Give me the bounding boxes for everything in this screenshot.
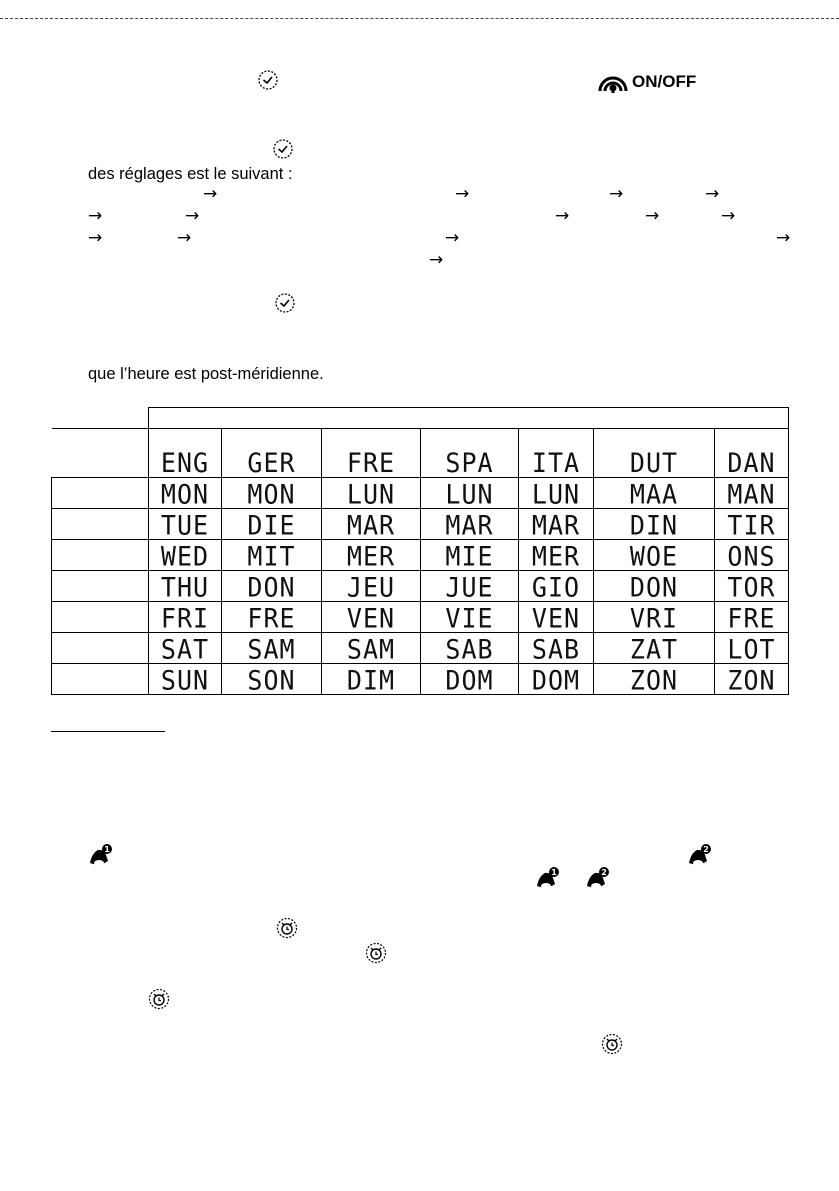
table-corner bbox=[52, 407, 149, 429]
day-cell: TUE bbox=[149, 508, 222, 541]
settings-order-text: des réglages est le suivant : bbox=[88, 165, 293, 183]
day-cell: MER bbox=[519, 539, 594, 572]
row-label-cell bbox=[52, 663, 149, 696]
pm-hour-text: que l’heure est post-méridienne. bbox=[88, 365, 324, 383]
day-cell: SAM bbox=[222, 632, 322, 665]
day-cell: ZAT bbox=[594, 632, 715, 665]
day-cell: GIO bbox=[519, 570, 594, 603]
arrow-icon: → bbox=[177, 228, 192, 248]
table-row bbox=[52, 664, 789, 695]
arrow-icon: → bbox=[776, 228, 791, 248]
day-cell: MON bbox=[149, 477, 222, 510]
day-cell: SON bbox=[222, 663, 322, 696]
day-cell: JEU bbox=[322, 570, 421, 603]
svg-text:2: 2 bbox=[703, 845, 709, 854]
day-cell: LUN bbox=[519, 477, 594, 510]
day-cell: TIR bbox=[715, 508, 789, 541]
table-row bbox=[52, 571, 789, 602]
day-cell: SAB bbox=[519, 632, 594, 665]
top-dashed-rule bbox=[0, 18, 839, 19]
clock-icon bbox=[272, 138, 294, 160]
radio-signal-icon bbox=[597, 67, 629, 93]
day-cell: DON bbox=[594, 570, 715, 603]
language-header: DUT bbox=[594, 427, 715, 478]
day-cell: SUN bbox=[149, 663, 222, 696]
day-cell: MAR bbox=[421, 508, 519, 541]
table-row bbox=[52, 602, 789, 633]
language-header: SPA bbox=[421, 427, 519, 478]
arrow-icon: → bbox=[645, 206, 660, 226]
day-cell: MON bbox=[222, 477, 322, 510]
alarm-clock-icon bbox=[601, 1033, 623, 1055]
day-cell: MIT bbox=[222, 539, 322, 572]
language-header: FRE bbox=[322, 427, 421, 478]
row-label-cell bbox=[52, 601, 149, 634]
day-cell: MAA bbox=[594, 477, 715, 510]
section-heading-underline bbox=[51, 731, 165, 732]
clock-icon bbox=[274, 292, 296, 314]
alarm-clock-icon bbox=[148, 988, 170, 1010]
on-off-label: ON/OFF bbox=[632, 72, 697, 91]
table-corner bbox=[52, 427, 149, 478]
day-cell: LOT bbox=[715, 632, 789, 665]
arrow-icon: → bbox=[88, 206, 103, 226]
day-cell: MAN bbox=[715, 477, 789, 510]
table-row bbox=[52, 478, 789, 509]
row-label-cell bbox=[52, 539, 149, 572]
language-header: ITA bbox=[519, 427, 594, 478]
table-row bbox=[52, 509, 789, 540]
arrow-icon: → bbox=[185, 206, 200, 226]
day-cell: JUE bbox=[421, 570, 519, 603]
day-cell: ZON bbox=[594, 663, 715, 696]
arrow-icon: → bbox=[445, 228, 460, 248]
day-cell: DIM bbox=[322, 663, 421, 696]
svg-text:1: 1 bbox=[551, 868, 557, 877]
day-cell: SAB bbox=[421, 632, 519, 665]
alarm-2-bell-icon bbox=[583, 866, 611, 892]
alarm-1-bell-icon bbox=[533, 866, 561, 892]
alarm-clock-icon bbox=[365, 942, 387, 964]
arrow-icon: → bbox=[705, 184, 720, 204]
day-cell: VRI bbox=[594, 601, 715, 634]
alarm-1-bell-icon bbox=[86, 843, 114, 869]
day-cell: MAR bbox=[322, 508, 421, 541]
day-cell: FRE bbox=[715, 601, 789, 634]
day-cell: FRI bbox=[149, 601, 222, 634]
day-cell: WED bbox=[149, 539, 222, 572]
arrow-icon: → bbox=[203, 184, 218, 204]
day-cell: MIE bbox=[421, 539, 519, 572]
arrow-icon: → bbox=[721, 206, 736, 226]
day-cell: DON bbox=[222, 570, 322, 603]
day-cell: TOR bbox=[715, 570, 789, 603]
day-cell: MAR bbox=[519, 508, 594, 541]
row-label-cell bbox=[52, 632, 149, 665]
day-cell: LUN bbox=[421, 477, 519, 510]
arrow-icon: → bbox=[555, 206, 570, 226]
day-cell: ONS bbox=[715, 539, 789, 572]
day-cell: SAM bbox=[322, 632, 421, 665]
table-row bbox=[52, 633, 789, 664]
arrow-icon: → bbox=[455, 184, 470, 204]
arrow-icon: → bbox=[88, 228, 103, 248]
language-header: ENG bbox=[149, 427, 222, 478]
day-cell: DOM bbox=[519, 663, 594, 696]
day-cell: DIN bbox=[594, 508, 715, 541]
day-cell: ZON bbox=[715, 663, 789, 696]
day-cell: WOE bbox=[594, 539, 715, 572]
alarm-clock-icon bbox=[276, 917, 298, 939]
day-cell: LUN bbox=[322, 477, 421, 510]
language-header: GER bbox=[222, 427, 322, 478]
row-label-cell bbox=[52, 570, 149, 603]
table-row bbox=[52, 540, 789, 571]
alarm-2-bell-icon bbox=[685, 843, 713, 869]
day-cell: THU bbox=[149, 570, 222, 603]
language-header: DAN bbox=[715, 427, 789, 478]
row-label-cell bbox=[52, 508, 149, 541]
clock-icon bbox=[257, 69, 279, 91]
svg-text:2: 2 bbox=[601, 868, 607, 877]
day-cell: DOM bbox=[421, 663, 519, 696]
arrow-icon: → bbox=[609, 184, 624, 204]
day-cell: MER bbox=[322, 539, 421, 572]
svg-text:1: 1 bbox=[104, 845, 110, 854]
day-cell: VEN bbox=[322, 601, 421, 634]
day-cell: VEN bbox=[519, 601, 594, 634]
day-cell: VIE bbox=[421, 601, 519, 634]
row-label-cell bbox=[52, 477, 149, 510]
day-cell: DIE bbox=[222, 508, 322, 541]
day-cell: SAT bbox=[149, 632, 222, 665]
arrow-icon: → bbox=[429, 250, 444, 270]
day-cell: FRE bbox=[222, 601, 322, 634]
weekday-language-table bbox=[51, 407, 789, 695]
table-header-span bbox=[149, 407, 789, 429]
